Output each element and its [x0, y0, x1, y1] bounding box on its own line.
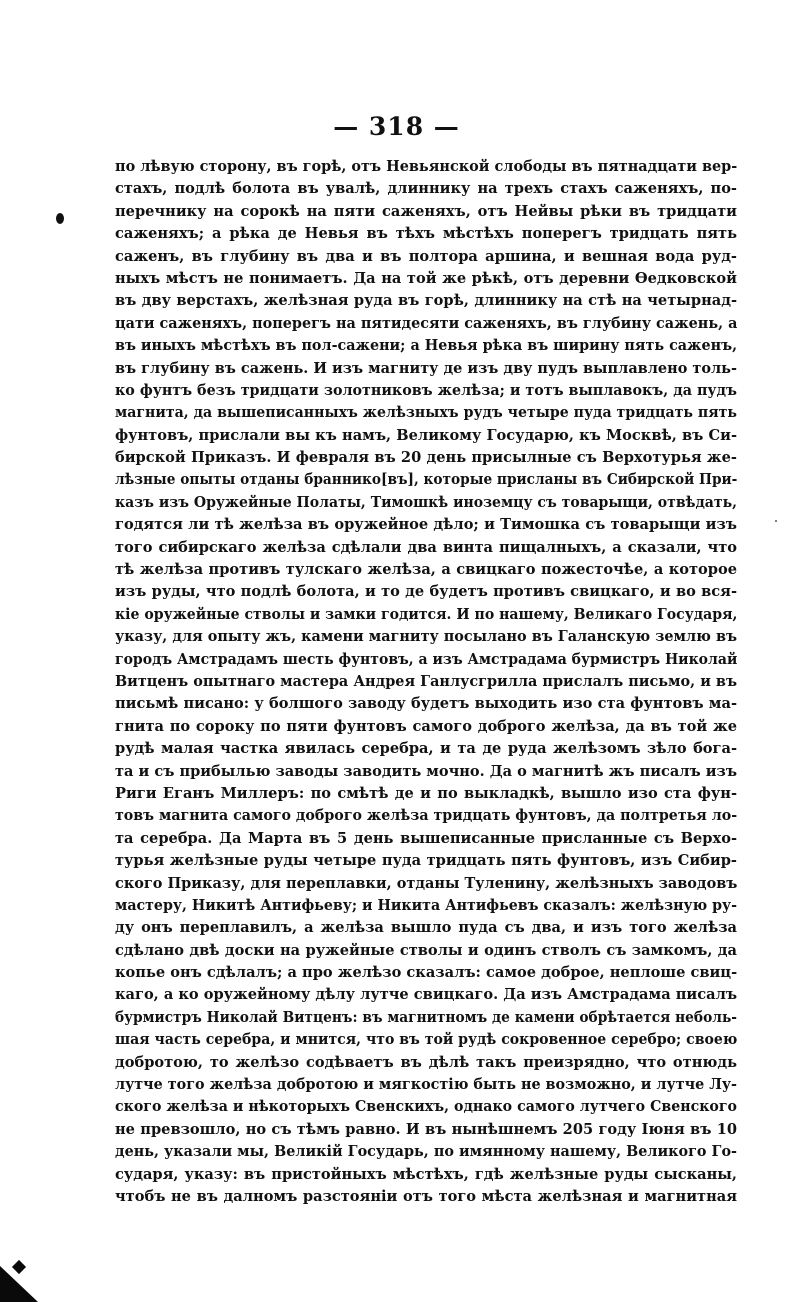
text-line: сдѣлано двѣ доски на ружейные стволы и одинъ стволъ съ замкомъ, да — [115, 941, 737, 959]
text-line: городъ Амстрадамъ шесть фунтовъ, а изъ Амстрадама бурмистръ Николай — [115, 650, 737, 668]
text-line: шая часть серебра, и мнится, что въ той рудѣ сокровенное серебро; своею — [115, 1031, 737, 1049]
text-line: товъ магнита самого доброго желѣза тридцать фунтовъ, да полтретья ло- — [115, 807, 737, 825]
margin-bullet-mark — [56, 213, 64, 224]
text-line: саженяхъ; а рѣка де Невья въ тѣхъ мѣстѣхъ поперегъ тридцать пять — [115, 225, 737, 243]
text-line: каго, а ко оружейному дѣлу лутче свицкаго. Да изъ Амстрадама писалъ — [115, 986, 737, 1004]
text-line: по лѣвую сторону, въ горѣ, отъ Невьянской слободы въ пятнадцати вер- — [115, 158, 737, 175]
text-line: тѣ желѣза противъ тулскаго желѣза, а свицкаго пожесточѣе, а которое — [115, 561, 737, 579]
text-line: ского Приказу, для переплавки, отданы Туленину, желѣзныхъ заводовъ — [115, 874, 737, 892]
text-line: письмѣ писано: у болшого заводу будетъ выходить изо ста фунтовъ ма- — [115, 695, 737, 713]
text-line: гнита по сороку по пяти фунтовъ самого доброго желѣза, да въ той же — [115, 717, 737, 735]
text-line: та и съ прибылью заводы заводить мочно. Да о магнитѣ жъ писалъ изъ — [115, 762, 737, 780]
text-line: въ дву верстахъ, желѣзная руда въ горѣ, длиннику на стѣ на четырнад- — [115, 292, 737, 310]
text-line: годятся ли тѣ желѣза въ оружейное дѣло; и Тимошка съ товарыщи изъ — [115, 516, 737, 534]
text-line: лѣзные опыты отданы браннико[въ], которые присланы въ Сибирской При- — [115, 471, 737, 489]
text-line: въ иныхъ мѣстѣхъ въ пол-сажени; а Невья рѣка въ ширину пять саженъ, — [115, 337, 737, 355]
text-line: ду онъ переплавилъ, а желѣза вышло пуда съ два, и изъ того желѣза — [115, 919, 737, 937]
text-line: та серебра. Да Марта въ 5 день вышеписанные присланные съ Верхо- — [115, 829, 737, 847]
text-line: фунтовъ, прислали вы къ намъ, Великому Государю, къ Москвѣ, въ Си- — [115, 426, 737, 444]
text-line: добротою, то желѣзо содѣваетъ въ дѣлѣ такъ преизрядно, что отнюдь — [115, 1053, 737, 1071]
text-line: чтобъ не въ далномъ разстояніи отъ того мѣста желѣзная и магнитная — [115, 1187, 737, 1205]
text-line: указу, для опыту жъ, камени магниту посылано въ Галанскую землю въ — [115, 628, 737, 646]
text-line: цати саженяхъ, поперегъ на пятидесяти саженяхъ, въ глубину сажень, а — [115, 314, 737, 332]
body-text — [115, 156, 737, 1208]
text-line: копье онъ сдѣлалъ; а про желѣзо сказалъ: самое доброе, неплоше свиц- — [115, 964, 737, 982]
text-line: стахъ, подлѣ болота въ увалѣ, длиннику на трехъ стахъ саженяхъ, по- — [115, 180, 737, 198]
text-line: день, указали мы, Великій Государь, по имянному нашему, Великого Го- — [115, 1143, 737, 1161]
text-line: ко фунтъ безъ тридцати золотниковъ желѣза; и тотъ выплавокъ, да пудъ — [115, 381, 737, 399]
text-line: ныхъ мѣстъ не понимаетъ. Да на той же рѣкѣ, отъ деревни Ѳедковской — [115, 269, 737, 287]
text-line: Риги Еганъ Миллеръ: по смѣтѣ де и по выкладкѣ, вышло изо ста фун- — [115, 784, 737, 802]
text-line: мастеру, Никитѣ Антифьеву; и Никита Антифьевъ сказалъ: желѣзную ру- — [115, 896, 737, 914]
text-line: кіе оружейные стволы и замки годится. И по нашему, Великаго Государя, — [115, 605, 737, 623]
text-line: не превзошло, но съ тѣмъ равно. И въ нынѣшнемъ 205 году Іюня въ 10 — [115, 1120, 737, 1138]
page-number: — 318 — — [333, 112, 460, 141]
text-line: казъ изъ Оружейные Полаты, Тимошкѣ иноземцу съ товарыщи, отвѣдать, — [115, 493, 737, 511]
text-line: сударя, указу: въ пристойныхъ мѣстѣхъ, гдѣ желѣзные руды сысканы, — [115, 1165, 737, 1183]
text-line: бурмистръ Николай Витценъ: въ магнитномъ де камени обрѣтается неболь- — [115, 1008, 737, 1026]
margin-speck — [775, 520, 777, 522]
text-line: изъ руды, что подлѣ болота, и то де будетъ противъ свицкаго, и во вся- — [115, 583, 737, 601]
text-line: въ глубину въ сажень. И изъ магниту де изъ дву пудъ выплавлено толь- — [115, 359, 737, 377]
text-line: магнита, да вышеписанныхъ желѣзныхъ рудъ четыре пуда тридцать пять — [115, 404, 737, 422]
text-line: саженъ, въ глубину въ два и въ полтора аршина, и вешная вода руд- — [115, 247, 737, 265]
text-line: Витценъ опытнаго мастера Андрея Ганлусгрилла прислалъ письмо, и въ — [115, 672, 737, 690]
text-line: рудѣ малая частка явилась серебра, и та де руда желѣзомъ зѣло бога- — [115, 740, 737, 758]
text-line: ского желѣза и нѣкоторыхъ Свенскихъ, однако самого лутчего Свенского — [115, 1098, 737, 1116]
text-line: перечнику на сорокѣ на пяти саженяхъ, отъ Нейвы рѣки въ тридцати — [115, 202, 737, 220]
text-line: лутче того желѣза добротою и мягкостію быть не возможно, и лутче Лу- — [115, 1076, 737, 1094]
text-line: бирской Приказъ. И февраля въ 20 день присылные съ Верхотурья же- — [115, 449, 737, 467]
text-line: того сибирскаго желѣза сдѣлали два винта пищалныхъ, а сказали, что — [115, 538, 737, 556]
text-line: турья желѣзные руды четыре пуда тридцать пять фунтовъ, изъ Сибир- — [115, 852, 737, 870]
